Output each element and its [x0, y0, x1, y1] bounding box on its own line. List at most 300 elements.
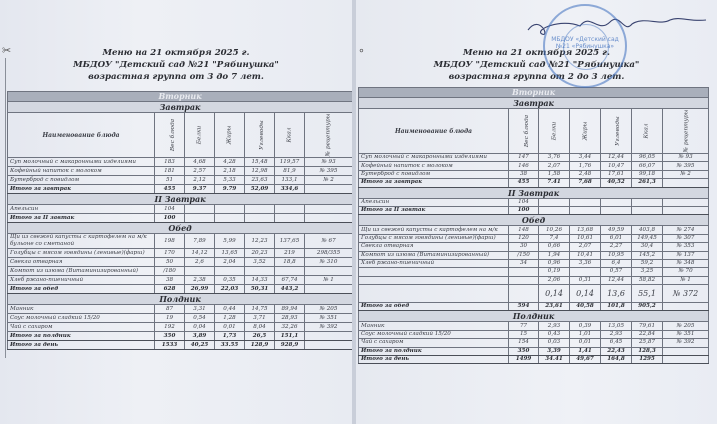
nutrition-value: 5,33: [215, 176, 245, 185]
nutrition-value: 3,31: [185, 305, 215, 314]
nutrition-value: 9.37: [185, 185, 215, 194]
dish-name: Голубцы с мясом говядины (ленивые)(фарш): [8, 249, 155, 258]
nutrition-value: 40,52: [601, 179, 632, 187]
column-header-label: Углеводы: [258, 119, 265, 150]
paper-clip-icon: ∘: [358, 44, 365, 57]
nutrition-value: № 205: [305, 305, 353, 314]
meal-total-row: [8, 214, 353, 223]
dish-row: [359, 322, 709, 330]
nutrition-value: 0,14: [539, 285, 570, 303]
column-header: [663, 109, 709, 154]
nutrition-value: № 67: [305, 234, 353, 249]
nutrition-value: 2,12: [185, 176, 215, 185]
right-menu-table: [358, 87, 709, 364]
column-header: [8, 113, 155, 158]
nutrition-value: 15: [509, 330, 539, 338]
meal-total-row: [8, 285, 353, 294]
dish-name: Суп молочный с макаронными изделиями: [8, 158, 155, 167]
column-header-label: Жиры: [226, 125, 233, 144]
nutrition-value: 23,61: [539, 303, 570, 311]
nutrition-value: 10,47: [601, 162, 632, 170]
nutrition-value: 350: [509, 347, 539, 355]
nutrition-value: 2,07: [570, 243, 601, 251]
nutrition-value: [215, 214, 245, 223]
nutrition-value: 181: [155, 167, 185, 176]
nutrition-value: [305, 285, 353, 294]
nutrition-value: 403,8: [632, 226, 663, 234]
dish-row: [359, 276, 709, 284]
right-menu-sheet: [356, 0, 717, 424]
nutrition-value: 50: [155, 258, 185, 267]
nutrition-value: 32,26: [275, 323, 305, 332]
column-header: [215, 113, 245, 158]
column-header: [601, 109, 632, 154]
nutrition-value: 148: [509, 226, 539, 234]
nutrition-value: 34.41: [539, 356, 570, 364]
nutrition-value: 149,45: [632, 234, 663, 242]
nutrition-value: 0,03: [539, 339, 570, 347]
day-total-row: [359, 356, 709, 364]
nutrition-value: 3,89: [185, 332, 215, 341]
column-header-label: Жиры: [582, 121, 588, 140]
dish-row: [359, 285, 709, 303]
meal-name: II Завтрак: [359, 187, 709, 198]
dish-name: Итого за завтрак: [8, 185, 155, 194]
nutrition-value: 12,44: [601, 154, 632, 162]
nutrition-value: 1,28: [215, 314, 245, 323]
meal-name: II Завтрак: [8, 194, 353, 205]
nutrition-value: [509, 268, 539, 276]
nutrition-value: 6,4: [601, 259, 632, 267]
column-header-label: Вес блюда: [524, 114, 531, 147]
nutrition-value: 14,75: [245, 305, 275, 314]
nutrition-value: 3,71: [245, 314, 275, 323]
left-menu-sheet: [0, 0, 352, 424]
nutrition-value: [663, 198, 709, 206]
nutrition-value: 33.55: [215, 341, 245, 350]
dish-name: Итого за обед: [8, 285, 155, 294]
nutrition-value: [305, 332, 353, 341]
nutrition-value: [663, 356, 709, 364]
day-total-row: [8, 341, 353, 350]
dish-name: Свекла отварная: [8, 258, 155, 267]
dish-row: [8, 276, 353, 285]
nutrition-value: [570, 198, 601, 206]
dish-name: Суп молочный с макаронными изделиями: [359, 154, 509, 162]
nutrition-value: [185, 267, 215, 276]
nutrition-value: 49,67: [570, 356, 601, 364]
nutrition-value: 2,93: [601, 330, 632, 338]
institution-stamp: [543, 4, 627, 88]
nutrition-value: [305, 214, 353, 223]
nutrition-value: № 395: [305, 167, 353, 176]
nutrition-value: 5,99: [215, 234, 245, 249]
dish-name: Чай с сахаром: [8, 323, 155, 332]
nutrition-value: [305, 185, 353, 194]
dish-name: Кофейный напиток с молоком: [359, 162, 509, 170]
left-title-block: [0, 47, 352, 83]
nutrition-value: 7,89: [185, 234, 215, 249]
nutrition-value: 2,27: [601, 243, 632, 251]
nutrition-value: 1,01: [570, 330, 601, 338]
nutrition-value: 455: [509, 179, 539, 187]
nutrition-value: [632, 206, 663, 214]
nutrition-value: 13,6: [601, 285, 632, 303]
column-header-row: [8, 113, 353, 158]
dish-name: [359, 276, 509, 284]
nutrition-value: 101,8: [601, 303, 632, 311]
nutrition-value: 2,57: [185, 167, 215, 176]
meal-total-row: [359, 347, 709, 355]
column-header-label: № рецептуры: [683, 109, 690, 152]
nutrition-value: 77: [509, 322, 539, 330]
nutrition-value: 151,1: [275, 332, 305, 341]
dish-row: [359, 234, 709, 242]
nutrition-value: № 70: [663, 268, 709, 276]
nutrition-value: 7,4: [539, 234, 570, 242]
nutrition-value: 50,31: [245, 285, 275, 294]
meal-header-row: [8, 223, 353, 234]
nutrition-value: 0,39: [570, 322, 601, 330]
dish-row: [8, 234, 353, 249]
day-header-row: [8, 92, 353, 102]
meal-name: Полдник: [359, 311, 709, 322]
dish-name: Манник: [359, 322, 509, 330]
day-name: Вторник: [359, 88, 709, 98]
meal-header-row: [8, 294, 353, 305]
nutrition-value: [305, 341, 353, 350]
nutrition-value: № 351: [305, 314, 353, 323]
nutrition-value: 170: [155, 249, 185, 258]
nutrition-value: 26,5: [245, 332, 275, 341]
meal-name: Обед: [359, 215, 709, 226]
nutrition-value: [275, 205, 305, 214]
dish-name: Чай с сахаром: [359, 339, 509, 347]
nutrition-value: 40,25: [185, 341, 215, 350]
nutrition-value: 10,26: [539, 226, 570, 234]
nutrition-value: 22,84: [632, 330, 663, 338]
nutrition-value: [663, 347, 709, 355]
nutrition-value: 3,25: [632, 268, 663, 276]
dish-name: Соус молочный сладкий 15/20: [359, 330, 509, 338]
nutrition-value: 49,59: [601, 226, 632, 234]
nutrition-value: 6,01: [601, 234, 632, 242]
nutrition-value: 38: [509, 170, 539, 178]
nutrition-value: 104: [509, 198, 539, 206]
dish-row: [359, 170, 709, 178]
column-header: [539, 109, 570, 154]
nutrition-value: 0,96: [539, 259, 570, 267]
nutrition-value: 0,01: [215, 323, 245, 332]
dish-name: [359, 285, 509, 303]
nutrition-value: 154: [509, 339, 539, 347]
meal-header-row: [8, 102, 353, 113]
nutrition-value: 30,4: [632, 243, 663, 251]
nutrition-value: 79,61: [632, 322, 663, 330]
nutrition-value: [245, 267, 275, 276]
nutrition-value: 1,73: [215, 332, 245, 341]
nutrition-value: 137,65: [275, 234, 305, 249]
dish-row: [359, 259, 709, 267]
nutrition-value: 25,87: [632, 339, 663, 347]
dish-name: Соус молочный сладкий 15/20: [8, 314, 155, 323]
nutrition-value: 89,94: [275, 305, 305, 314]
nutrition-value: 40,58: [570, 303, 601, 311]
nutrition-value: 198: [155, 234, 185, 249]
nutrition-value: 59,2: [632, 259, 663, 267]
column-header: [185, 113, 215, 158]
dish-row: [359, 226, 709, 234]
nutrition-value: № 307: [663, 234, 709, 242]
meal-header-row: [359, 215, 709, 226]
nutrition-value: [275, 267, 305, 276]
nutrition-value: 1499: [509, 356, 539, 364]
dish-row: [8, 249, 353, 258]
dish-row: [8, 205, 353, 214]
nutrition-value: № 353: [663, 243, 709, 251]
dish-row: [8, 158, 353, 167]
menu-date-title: Меню на 21 октября 2025 г.: [102, 48, 250, 58]
nutrition-value: [601, 206, 632, 214]
nutrition-value: 66,07: [632, 162, 663, 170]
dish-name: Бутерброд с повидлом: [359, 170, 509, 178]
nutrition-value: 0,44: [215, 305, 245, 314]
nutrition-value: 22,03: [215, 285, 245, 294]
dish-row: [8, 314, 353, 323]
institution-title: МБДОУ "Детский сад №21 "Рябинушка": [433, 60, 640, 70]
nutrition-value: 13,65: [215, 249, 245, 258]
dish-row: [8, 305, 353, 314]
nutrition-value: 261,3: [632, 179, 663, 187]
nutrition-value: 87: [155, 305, 185, 314]
nutrition-value: [663, 303, 709, 311]
meal-header-row: [359, 311, 709, 322]
nutrition-value: 146: [509, 162, 539, 170]
nutrition-value: 1295: [632, 356, 663, 364]
dish-row: [8, 267, 353, 276]
right-title-block: [356, 47, 717, 83]
nutrition-value: 1,76: [570, 162, 601, 170]
column-header: [359, 109, 509, 154]
dish-row: [359, 330, 709, 338]
dish-name: Хлеб ржано-пшеничный: [359, 259, 509, 267]
nutrition-value: 164,8: [601, 356, 632, 364]
nutrition-value: 9.79: [215, 185, 245, 194]
nutrition-value: 0,19: [539, 268, 570, 276]
nutrition-value: № 392: [663, 339, 709, 347]
meal-total-row: [359, 179, 709, 187]
dish-name: Свекла отварная: [359, 243, 509, 251]
nutrition-value: № 348: [663, 259, 709, 267]
nutrition-value: № 137: [663, 251, 709, 259]
column-header-label: Белки: [196, 125, 203, 144]
nutrition-value: [185, 214, 215, 223]
nutrition-value: 928,9: [275, 341, 305, 350]
nutrition-value: 3,44: [570, 154, 601, 162]
nutrition-value: 12,23: [245, 234, 275, 249]
dish-name: Голубцы с мясом говядины (ленивые)(фарш): [359, 234, 509, 242]
nutrition-value: 0,14: [570, 285, 601, 303]
dish-row: [359, 339, 709, 347]
nutrition-value: [245, 214, 275, 223]
dish-name: Кофейный напиток с молоком: [8, 167, 155, 176]
nutrition-value: 2,48: [570, 170, 601, 178]
nutrition-value: 23,63: [245, 176, 275, 185]
nutrition-value: 298/355: [305, 249, 353, 258]
column-header: [509, 109, 539, 154]
meal-header-row: [359, 187, 709, 198]
nutrition-value: [509, 276, 539, 284]
nutrition-value: 8,04: [245, 323, 275, 332]
nutrition-value: 120: [509, 234, 539, 242]
nutrition-value: /150: [509, 251, 539, 259]
dish-name: Бутерброд с повидлом: [8, 176, 155, 185]
meal-name: Полдник: [8, 294, 353, 305]
nutrition-value: [305, 267, 353, 276]
dish-name: Хлеб ржано-пшеничный: [8, 276, 155, 285]
nutrition-value: № 310: [305, 258, 353, 267]
dish-name: Щи из свежей капусты с картофелем на м/к бульоне со сметаной: [8, 234, 155, 249]
nutrition-value: 455: [155, 185, 185, 194]
nutrition-value: 334,6: [275, 185, 305, 194]
nutrition-value: 2,04: [215, 258, 245, 267]
left-menu-table: [7, 91, 352, 350]
dish-row: [8, 176, 353, 185]
nutrition-value: 4,28: [215, 158, 245, 167]
nutrition-value: 51: [155, 176, 185, 185]
nutrition-value: 55,1: [632, 285, 663, 303]
nutrition-value: № 351: [663, 330, 709, 338]
nutrition-value: 30: [509, 243, 539, 251]
dish-row: [359, 162, 709, 170]
nutrition-value: [539, 206, 570, 214]
meal-total-row: [8, 332, 353, 341]
paper-edge-line: [5, 58, 6, 358]
dish-name: Компот из изюма (Витаминизированный): [359, 251, 509, 259]
column-header: [570, 109, 601, 154]
nutrition-value: 628: [155, 285, 185, 294]
nutrition-value: 0,57: [601, 268, 632, 276]
nutrition-value: 81,9: [275, 167, 305, 176]
nutrition-value: 104: [155, 205, 185, 214]
nutrition-value: 0,35: [215, 276, 245, 285]
nutrition-value: № 2: [663, 170, 709, 178]
dish-name: Манник: [8, 305, 155, 314]
nutrition-value: № 205: [663, 322, 709, 330]
meal-header-row: [359, 98, 709, 109]
nutrition-value: № 93: [663, 154, 709, 162]
column-header-label: Углеводы: [614, 115, 621, 146]
column-header-label: Наименование блюда: [42, 131, 120, 139]
nutrition-value: 3,52: [245, 258, 275, 267]
paper-clip-icon: ✂: [2, 44, 12, 57]
age-group-title: возрастная группа от 2 до 3 лет.: [448, 72, 625, 82]
nutrition-value: 0,31: [570, 276, 601, 284]
nutrition-value: 147: [509, 154, 539, 162]
nutrition-value: 905,2: [632, 303, 663, 311]
nutrition-value: № 274: [663, 226, 709, 234]
nutrition-value: 350: [155, 332, 185, 341]
institution-title: МБДОУ "Детский сад №21 "Рябинушка": [73, 60, 279, 70]
nutrition-value: 128,3: [632, 347, 663, 355]
nutrition-value: 1,41: [570, 347, 601, 355]
column-header: [305, 113, 353, 158]
column-header-label: Ккал: [286, 126, 293, 143]
nutrition-value: [215, 267, 245, 276]
nutrition-value: 96,05: [632, 154, 663, 162]
nutrition-value: 1533: [155, 341, 185, 350]
column-header-row: [359, 109, 709, 154]
nutrition-value: 67,74: [275, 276, 305, 285]
dish-name: Итого за день: [359, 356, 509, 364]
nutrition-value: 10,95: [601, 251, 632, 259]
nutrition-value: № 372: [663, 285, 709, 303]
nutrition-value: 2,06: [539, 276, 570, 284]
nutrition-value: 15,48: [245, 158, 275, 167]
nutrition-value: 7,68: [570, 179, 601, 187]
nutrition-value: [663, 206, 709, 214]
meal-total-row: [8, 185, 353, 194]
column-header: [275, 113, 305, 158]
nutrition-value: 192: [155, 323, 185, 332]
meal-header-row: [8, 194, 353, 205]
nutrition-value: № 1: [305, 276, 353, 285]
column-header: [245, 113, 275, 158]
column-header-label: Белки: [550, 121, 557, 140]
nutrition-value: 17,61: [601, 170, 632, 178]
nutrition-value: 100: [155, 214, 185, 223]
nutrition-value: 20,23: [245, 249, 275, 258]
nutrition-value: [305, 205, 353, 214]
nutrition-value: № 392: [305, 323, 353, 332]
nutrition-value: 52,09: [245, 185, 275, 194]
meal-name: Завтрак: [8, 102, 353, 113]
nutrition-value: 99,18: [632, 170, 663, 178]
nutrition-value: 0,43: [539, 330, 570, 338]
nutrition-value: 3,76: [539, 154, 570, 162]
nutrition-value: 0,04: [185, 323, 215, 332]
nutrition-value: 12,44: [601, 276, 632, 284]
nutrition-value: [245, 205, 275, 214]
nutrition-value: 594: [509, 303, 539, 311]
nutrition-value: 58,82: [632, 276, 663, 284]
age-group-title: возрастная группа от 3 до 7 лет.: [88, 72, 264, 82]
nutrition-value: [215, 205, 245, 214]
dish-name: Итого за полдник: [8, 332, 155, 341]
nutrition-value: 12,98: [245, 167, 275, 176]
day-name: Вторник: [8, 92, 353, 102]
meal-total-row: [359, 303, 709, 311]
dish-name: Итого за день: [8, 341, 155, 350]
dish-name: Щи из свежей капусты с картофелем на м/к: [359, 226, 509, 234]
dish-row: [359, 268, 709, 276]
nutrition-value: 2,18: [215, 167, 245, 176]
nutrition-value: № 395: [663, 162, 709, 170]
nutrition-value: 34: [509, 259, 539, 267]
nutrition-value: 22,43: [601, 347, 632, 355]
dish-row: [359, 251, 709, 259]
nutrition-value: 119,57: [275, 158, 305, 167]
dish-name: Итого за завтрак: [359, 179, 509, 187]
nutrition-value: 145,2: [632, 251, 663, 259]
dish-name: [359, 268, 509, 276]
nutrition-value: 26,99: [185, 285, 215, 294]
column-header-label: № рецептуры: [325, 113, 332, 156]
nutrition-value: 38: [155, 276, 185, 285]
nutrition-value: [570, 268, 601, 276]
nutrition-value: 2,6: [185, 258, 215, 267]
menu-date-title: Меню на 21 октября 2025 г.: [463, 48, 610, 58]
